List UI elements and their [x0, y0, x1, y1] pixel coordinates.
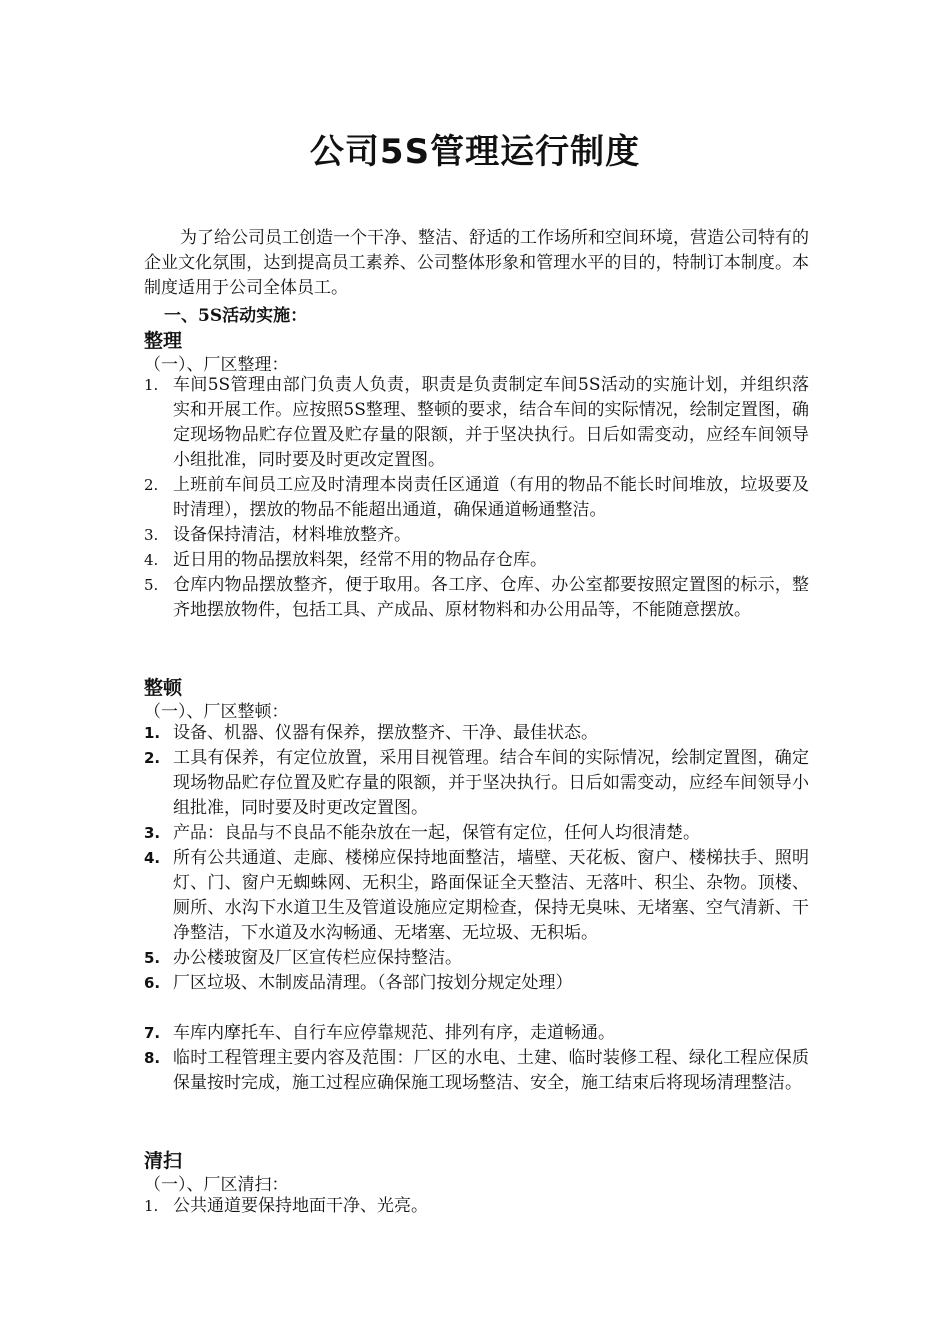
document-title: 公司5S管理运行制度: [309, 132, 641, 172]
item-number: 6.: [144, 974, 161, 992]
item-text: 车库内摩托车、自行车应停靠规范、排列有序，走道畅通。: [173, 1023, 615, 1043]
item-text: 办公楼玻窗及厂区宣传栏应保持整洁。: [173, 948, 462, 968]
item-number: 7.: [144, 1024, 161, 1042]
list-qingsao: [144, 1194, 809, 1219]
heading-zhengdun: 整顿: [144, 677, 183, 699]
list-item: [144, 1046, 809, 1096]
list-item: [144, 548, 809, 573]
item-text: 设备、机器、仪器有保养，摆放整齐、干净、最佳状态。: [173, 723, 598, 743]
item-text: 工具有保养，有定位放置，采用目视管理。结合车间的实际情况，绘制定置图，确定现场物品贮存位置及贮存量的限额，并于坚决执行。日后如需变动，应经车间领导小组批准，同时要及时更改定置图。: [173, 748, 809, 818]
section-heading: 一、5S活动实施：: [164, 306, 308, 326]
subheading-zhengdun: （一）、厂区整顿：: [144, 702, 289, 722]
item-number: 4.: [144, 551, 159, 569]
list-item: [144, 746, 809, 821]
item-text: 近日用的物品摆放料架，经常不用的物品存仓库。: [173, 550, 547, 570]
item-number: 3.: [144, 824, 161, 842]
list-item: [144, 971, 809, 996]
heading-zhengli: 整理: [144, 330, 183, 352]
item-text: 所有公共通道、走廊、楼梯应保持地面整洁，墙壁、天花板、窗户、楼梯扶手、照明灯、门、窗户无蜘蛛网、无积尘，路面保证全天整洁、无落叶、积尘、杂物。顶楼、厕所、水沟下水道卫生及管道设施应定期检查，保持无臭味、无堵塞、空气清新、干净整洁，下水道及水沟畅通、无堵塞、无垃圾、无积垢。: [173, 848, 809, 943]
item-text: 临时工程管理主要内容及范围：厂区的水电、土建、临时装修工程、绿化工程应保质保量按时完成，施工过程应确保施工现场整洁、安全，施工结束后将现场清理整洁。: [173, 1048, 809, 1093]
list-item: [144, 1194, 809, 1219]
item-text: 产品：良品与不良品不能杂放在一起，保管有定位，任何人均很清楚。: [173, 823, 700, 843]
item-number: 2.: [144, 476, 159, 494]
item-text: 上班前车间员工应及时清理本岗责任区通道（有用的物品不能长时间堆放，垃圾要及时清理），摆放的物品不能超出通道，确保通道畅通整洁。: [173, 475, 809, 520]
intro-paragraph: 为了给公司员工创造一个干净、整洁、舒适的工作场所和空间环境，营造公司特有的企业文化氛围，达到提高员工素养、公司整体形象和管理水平的目的，特制订本制度。本制度适用于公司全体员工。: [144, 228, 809, 298]
list-item: [144, 473, 809, 523]
list-zhengdun: [144, 721, 809, 1096]
list-item: [144, 373, 809, 473]
list-zhengli: [144, 373, 809, 623]
item-number: 4.: [144, 849, 161, 867]
item-text: 公共通道要保持地面干净、光亮。: [173, 1196, 428, 1216]
list-item: [144, 573, 809, 623]
item-number: 1.: [144, 724, 161, 742]
list-item: [144, 721, 809, 746]
item-number: 5.: [144, 949, 161, 967]
item-text: 仓库内物品摆放整齐，便于取用。各工序、仓库、办公室都要按照定置图的标示，整齐地摆放物件，包括工具、产成品、原材物料和办公用品等，不能随意摆放。: [173, 575, 809, 620]
list-item: [144, 821, 809, 846]
item-number: 8.: [144, 1049, 161, 1067]
item-number: 5.: [144, 576, 159, 594]
subheading-zhengli: （一）、厂区整理：: [144, 355, 289, 375]
item-number: 3.: [144, 526, 159, 544]
item-number: 1.: [144, 376, 159, 394]
list-item: [144, 1021, 809, 1046]
list-item: [144, 523, 809, 548]
item-text: 车间5S管理由部门负责人负责，职责是负责制定车间5S活动的实施计划，并组织落实和开展工作。应按照5S整理、整顿的要求，结合车间的实际情况，绘制定置图，确定现场物品贮存位置及贮存量的限额，并于坚决执行。日后如需变动，应经车间领导小组批准，同时要及时更改定置图。: [173, 375, 809, 470]
subheading-qingsao: （一）、厂区清扫：: [144, 1175, 289, 1195]
item-text: 设备保持清洁，材料堆放整齐。: [173, 525, 411, 545]
item-number: 1.: [144, 1197, 159, 1215]
list-item: [144, 946, 809, 971]
heading-qingsao: 清扫: [144, 1150, 183, 1172]
list-item: [144, 846, 809, 946]
item-text: 厂区垃圾、木制废品清理。（各部门按划分规定处理）: [173, 973, 573, 993]
item-number: 2.: [144, 749, 161, 767]
